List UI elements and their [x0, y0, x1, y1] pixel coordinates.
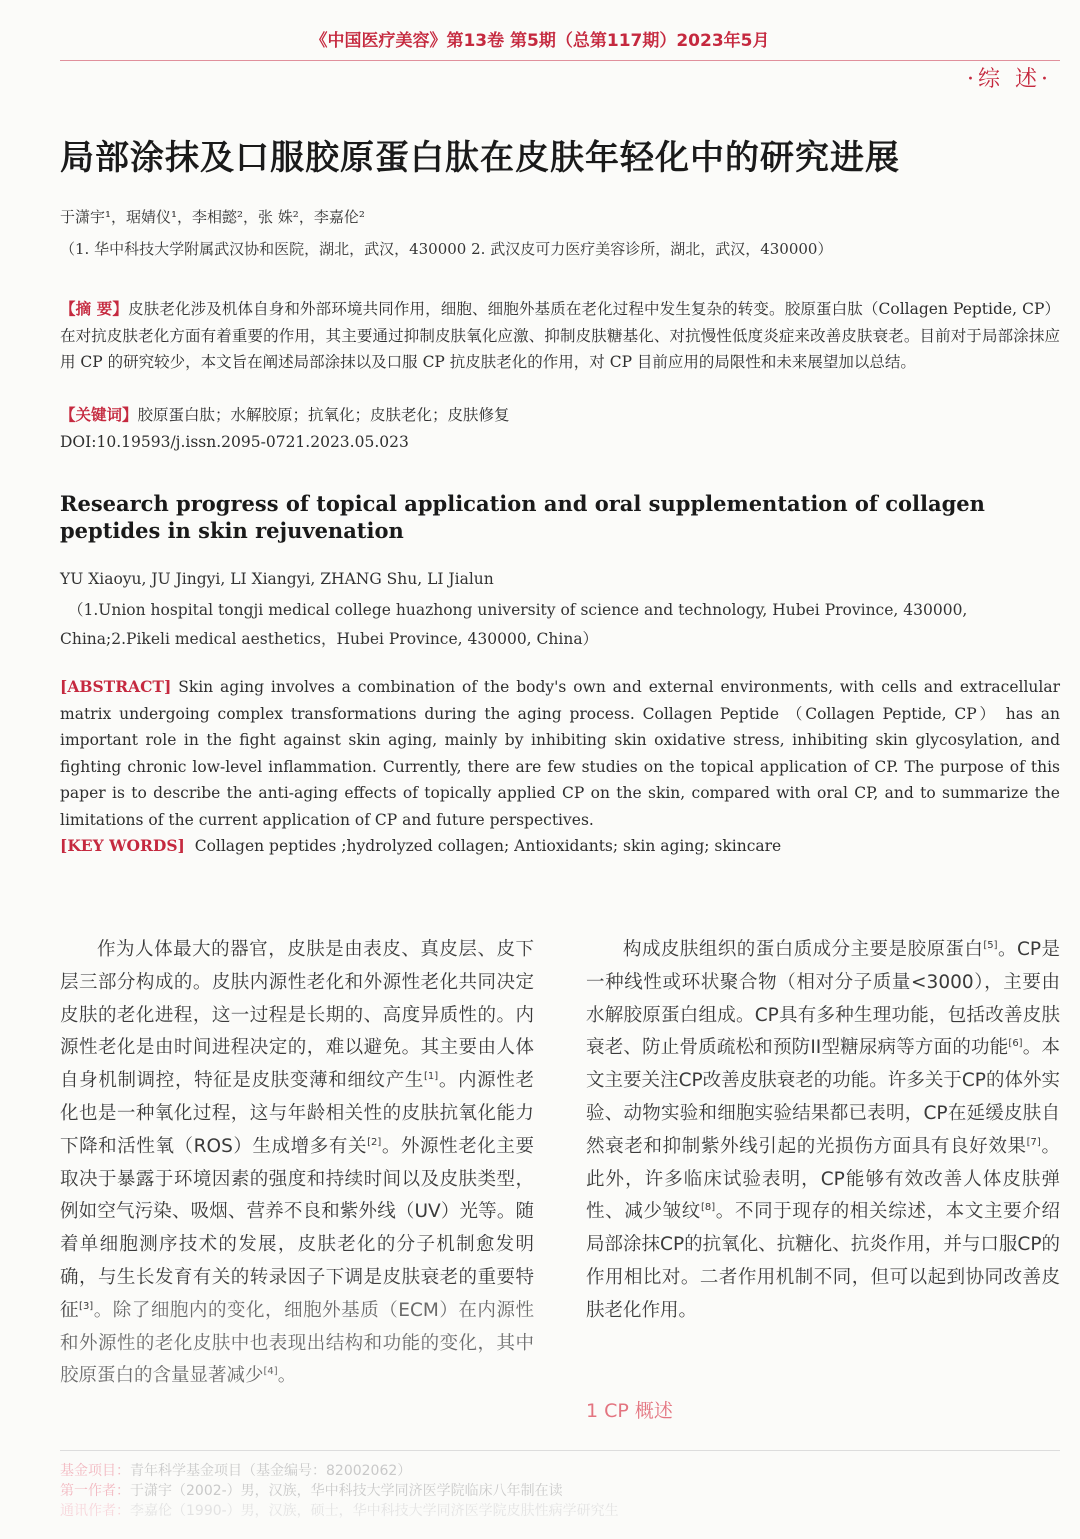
corresponding-author-footnote — [60, 1500, 1060, 1520]
body-text: 。CP是一种线性或环状聚合物（相对分子质量<3000），主要由水解胶原蛋白组成。CP具有多种生理功能，包括改善皮肤衰老、防止骨质疏松和预防II型糖尿病等方面的功能 — [586, 939, 1060, 1059]
chinese-abstract — [60, 296, 1060, 376]
fund-text: 青年科学基金项目（基金编号：82002062） — [130, 1463, 412, 1479]
citation[interactable]: [4] — [263, 1366, 278, 1378]
corresponding-author-label: 通讯作者： — [60, 1503, 130, 1519]
body-text: 。此外，许多临床试验表明，CP能够有效改善人体皮肤弹性、减少皱纹 — [586, 1135, 1060, 1223]
english-keywords-label: [KEY WORDS] — [60, 836, 185, 855]
chinese-keywords — [60, 402, 1060, 429]
citation[interactable]: [3] — [79, 1300, 94, 1312]
body-right-column — [586, 934, 1060, 1328]
english-keywords-text: Collagen peptides ;hydrolyzed collagen; Antioxidants; skin aging; skincare — [194, 837, 782, 855]
chinese-affiliation: （1. 华中科技大学附属武汉协和医院，湖北，武汉，430000 2. 武汉皮可力医疗美容诊所，湖北，武汉，430000） — [60, 240, 833, 258]
body-left-column — [60, 934, 534, 1393]
body-text: 。内源性老化也是一种氧化过程，这与年龄相关性的皮肤抗氧化能力下降和活性氧（ROS）生成增多有关 — [60, 1070, 534, 1157]
body-text: 。 — [277, 1365, 297, 1387]
citation[interactable]: [8] — [700, 1202, 716, 1214]
chinese-authors: 于潇宇¹，琚婧仪¹，李相懿²，张 姝²，李嘉伦² — [60, 208, 365, 226]
footnote-rule — [60, 1450, 1060, 1451]
doi[interactable]: DOI:10.19593/j.issn.2095-0721.2023.05.023 — [60, 433, 409, 451]
first-author-text: 于潇宇（2002-）男，汉族，华中科技大学同济医学院临床八年制在读 — [130, 1483, 563, 1499]
english-keywords — [60, 833, 1060, 860]
english-title: Research progress of topical application and oral supplementation of collagen peptides in skin rejuvenation — [60, 491, 985, 543]
body-text: 。本文主要关注CP改善皮肤衰老的功能。许多关于CP的体外实验、动物实验和细胞实验结果都已表明，CP在延缓皮肤自然衰老和抑制紫外线引起的光损伤方面具有良好效果 — [586, 1037, 1060, 1157]
first-author-footnote — [60, 1480, 1060, 1500]
citation[interactable]: [2] — [367, 1136, 382, 1148]
chinese-keywords-label: 【关键词】 — [60, 405, 138, 424]
body-text: 。除了细胞内的变化，细胞外基质（ECM）在内源性和外源性的老化皮肤中也表现出结构和功能的变化，其中胶原蛋白的含量显著减少 — [60, 1299, 534, 1387]
english-abstract-label: [ABSTRACT] — [60, 677, 172, 696]
citation[interactable]: [6] — [1008, 1038, 1023, 1050]
fund-label: 基金项目： — [60, 1463, 130, 1479]
journal-header: 《中国医疗美容》第13卷 第5期（总第117期）2023年5月 — [310, 31, 770, 51]
english-abstract — [60, 674, 1060, 833]
section-heading-1: 1 CP 概述 — [586, 1400, 673, 1422]
body-text: 构成皮肤组织的蛋白质成分主要是胶原蛋白 — [623, 939, 984, 960]
english-authors: YU Xiaoyu, JU Jingyi, LI Xiangyi, ZHANG Shu, LI Jialun — [60, 570, 494, 588]
body-text: 。不同于现存的相关综述，本文主要介绍局部涂抹CP的抗氧化、抗糖化、抗炎作用，并与口服CP的作用相比对。二者作用机制不同，但可以起到协同改善皮肤老化作用。 — [586, 1201, 1060, 1321]
section-tag: ·综 述· — [967, 67, 1052, 92]
english-abstract-text: Skin aging involves a combination of the body's own and external environments, with cells and extracellular matrix undergoing complex transformations during the aging process. Collagen Peptide （Collagen Peptide, CP） has an important role in the fight against skin aging, mainly by inhibiting skin oxidative stress, inhibiting skin glycosylation, and fighting chronic low-level inflammation. Currently, there are few studies on the topical application of CP. The purpose of this paper is to describe the anti-aging effects of topically applied CP on the skin, compared with oral CP, and to summarize the limitations of the current application of CP and future perspectives. — [60, 678, 1060, 829]
corresponding-author-text: 李嘉伦（1990-）男，汉族，硕士，华中科技大学同济医学院皮肤性病学研究生 — [130, 1503, 619, 1519]
citation[interactable]: [1] — [424, 1071, 439, 1083]
chinese-abstract-text: 皮肤老化涉及机体自身和外部环境共同作用，细胞、细胞外基质在老化过程中发生复杂的转变。胶原蛋白肽（Collagen Peptide, CP）在对抗皮肤老化方面有着重要的作用，其主要通过抑制皮肤氧化应激、抑制皮肤糖基化、对抗慢性低度炎症来改善皮肤衰老。目前对于局部涂抹应用 CP 的研究较少，本文旨在阐述局部涂抹以及口服 CP 抗皮肤老化的作用，对 CP 目前应用的局限性和未来展望加以总结。 — [60, 300, 1061, 371]
chinese-title: 局部涂抹及口服胶原蛋白肽在皮肤年轻化中的研究进展 — [60, 138, 900, 178]
chinese-keywords-text: 胶原蛋白肽；水解胶原；抗氧化；皮肤老化；皮肤修复 — [137, 406, 510, 424]
english-affiliation: （1.Union hospital tongji medical college huazhong university of science and technology, Hubei Province, 430000, China;2.Pikeli medical aesthetics，Hubei Province, 430000, China） — [60, 601, 968, 648]
citation[interactable]: [7] — [1026, 1136, 1041, 1148]
header-rule — [60, 60, 1060, 61]
first-author-label: 第一作者： — [60, 1483, 130, 1499]
body-text: 。外源性老化主要取决于暴露于环境因素的强度和持续时间以及皮肤类型，例如空气污染、吸烟、营养不良和紫外线（UV）光等。随着单细胞测序技术的发展，皮肤老化的分子机制愈发明确，与生长发育有关的转录因子下调是皮肤衰老的重要特征 — [60, 1135, 534, 1321]
citation[interactable]: [5] — [983, 939, 998, 951]
fund-footnote — [60, 1460, 1060, 1480]
body-text: 作为人体最大的器官，皮肤是由表皮、真皮层、皮下层三部分构成的。皮肤内源性老化和外源性老化共同决定皮肤的老化进程，这一过程是长期的、高度异质性的。内源性老化是由时间进程决定的，难以避免。其主要由人体自身机制调控，特征是皮肤变薄和细纹产生 — [60, 939, 534, 1092]
chinese-abstract-label: 【摘 要】 — [60, 299, 129, 318]
